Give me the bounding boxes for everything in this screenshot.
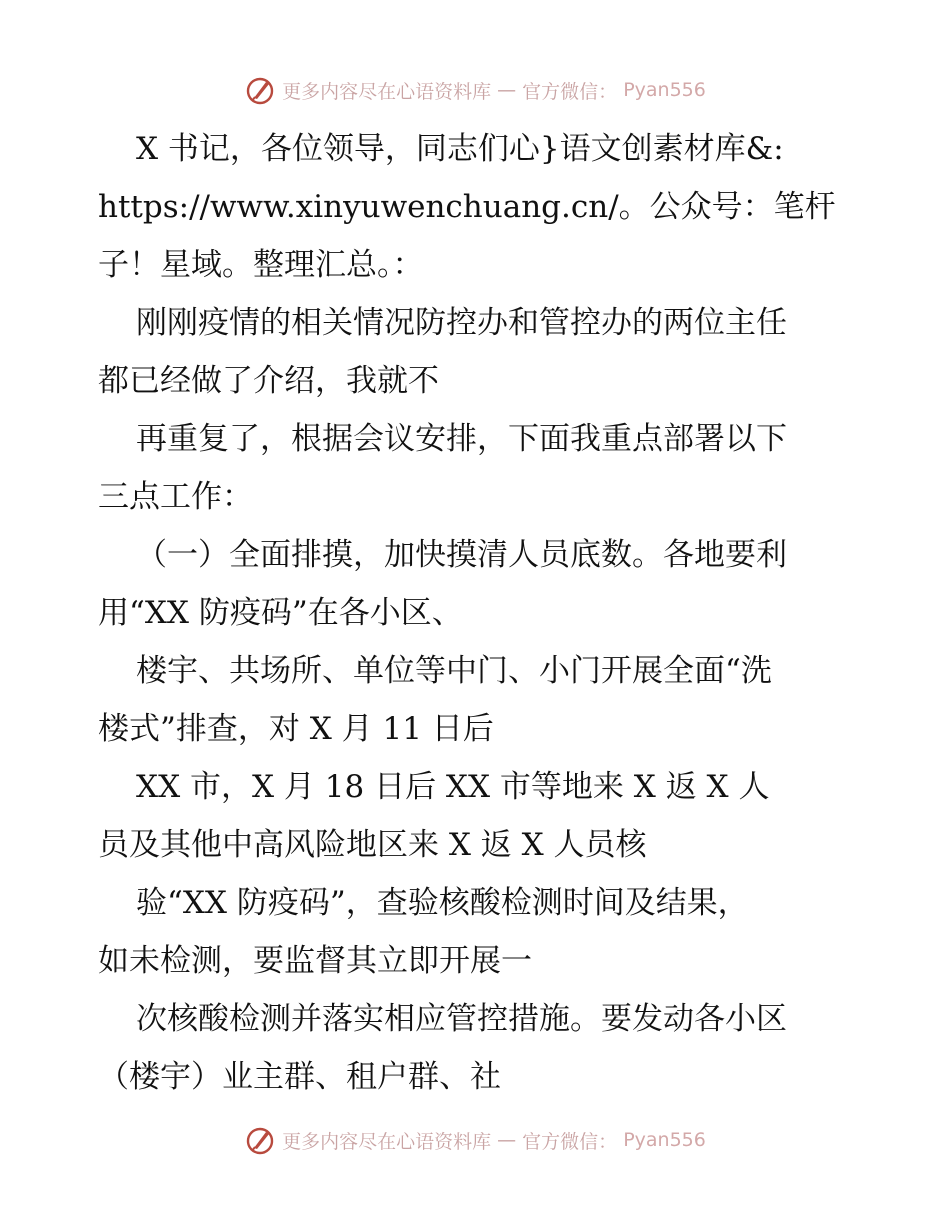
- body-text: [98, 120, 858, 1106]
- header-handle: Pyan556: [623, 79, 706, 101]
- footer-separator: —: [497, 1129, 517, 1151]
- text-line: 用“XX 防疫码”在各小区、: [98, 595, 463, 631]
- text-line: 楼式”排查，对 X 月 11 日后: [98, 711, 494, 747]
- text-line: 员及其他中高风险地区来 X 返 X 人员核: [98, 827, 647, 863]
- text-line: https://www.xinyuwenchuang.cn/。公众号：笔杆: [98, 189, 836, 225]
- footer-handle: Pyan556: [623, 1129, 706, 1151]
- footer-wechat-label: 官方微信：: [522, 1130, 618, 1153]
- text-line: （一）全面排摸，加快摸清人员底数。各地要利: [136, 537, 787, 573]
- text-line: 如未检测，要监督其立即开展一: [98, 943, 532, 979]
- text-line: 楼宇、共场所、单位等中门、小门开展全面“洗: [136, 653, 772, 689]
- text-line: 子！星域。整理汇总。：: [98, 247, 424, 283]
- text-line: 都已经做了介绍，我就不: [98, 363, 439, 399]
- header-site-text: 更多内容尽在心语资料库: [282, 80, 492, 103]
- header-separator: —: [497, 79, 517, 101]
- text-line: 三点工作：: [98, 479, 253, 515]
- text-line: X 书记，各位领导，同志们心}语文创素材库&:: [136, 131, 784, 167]
- text-line: 再重复了，根据会议安排，下面我重点部署以下: [136, 421, 787, 457]
- text-line: 验“XX 防疫码”，查验核酸检测时间及结果，: [136, 885, 749, 921]
- header-wechat-label: 官方微信：: [522, 80, 618, 103]
- text-line: 刚刚疫情的相关情况防控办和管控办的两位主任: [136, 305, 787, 341]
- quill-logo-icon: [244, 74, 276, 106]
- text-line: （楼宇）业主群、租户群、社: [98, 1059, 501, 1095]
- footer-site-text: 更多内容尽在心语资料库: [282, 1130, 492, 1153]
- quill-logo-icon: [244, 1124, 276, 1156]
- footer-watermark: [0, 1122, 950, 1158]
- header-watermark: [0, 72, 950, 108]
- text-line: XX 市，X 月 18 日后 XX 市等地来 X 返 X 人: [136, 769, 770, 805]
- text-line: 次核酸检测并落实相应管控措施。要发动各小区: [136, 1001, 787, 1037]
